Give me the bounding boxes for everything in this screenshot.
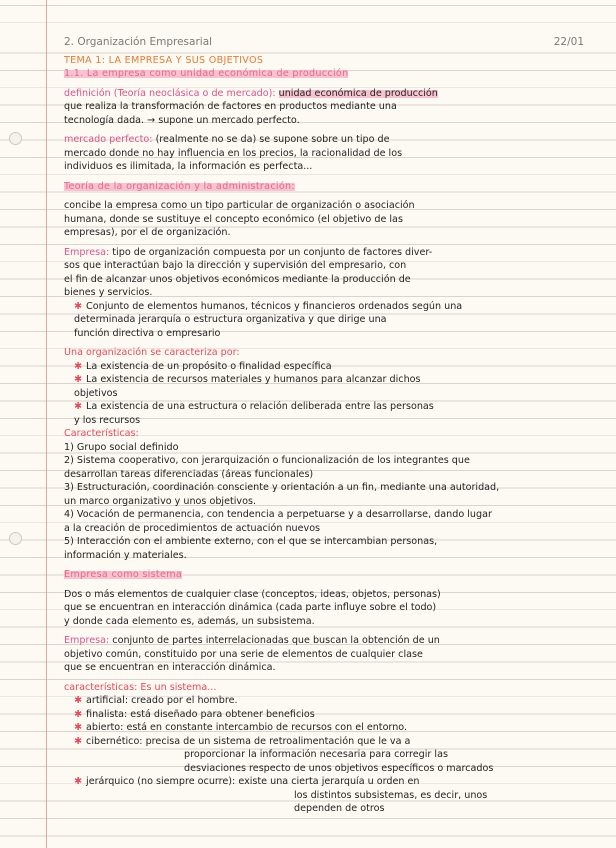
text-line: La existencia de un propósito o finalidad específica	[86, 360, 332, 372]
page-date: 22/01	[553, 36, 584, 48]
text-line: determinada jerarquía o estructura organizativa y que dirige una	[74, 314, 387, 325]
term-caracteristicas: características: Es un sistema...	[64, 681, 217, 693]
topic-title: TEMA 1: LA EMPRESA Y SUS OBJETIVOS	[64, 54, 264, 66]
text-line: mercado donde no hay influencia en los precios, la racionalidad de los	[64, 147, 403, 159]
bullet-icon: ✱	[74, 360, 83, 372]
subheading-caracteristicas: Características:	[64, 428, 139, 439]
text-line: tecnología dada. → supone un mercado perfecto.	[64, 114, 300, 126]
bullet-icon: ✱	[74, 374, 83, 385]
page-header	[64, 36, 584, 50]
bullet-icon: ✱	[74, 776, 83, 787]
text-line: 3) Estructuración, coordinación consciente y orientación a un fin, mediante una autoridad,	[64, 482, 500, 493]
term-empresa: Empresa:	[64, 246, 113, 258]
text-line: abierto: está en constante intercambio de recursos con el entorno.	[86, 722, 408, 733]
text-line: 4) Vocación de permanencia, con tendencia a perpetuarse y a desarrollarse, dando lugar	[64, 509, 492, 520]
text-line: 5) Interacción con el ambiente externo, con el que se intercambian personas,	[64, 536, 438, 547]
text-line: tipo de organización compuesta por un conjunto de factores diver-	[112, 246, 433, 258]
text-line: 2) Sistema cooperativo, con jerarquización o funcionalización de los integrantes que	[64, 455, 470, 466]
text-line: los distintos subsistemas, es decir, unos	[294, 789, 488, 801]
text-line: dependen de otros	[294, 803, 385, 814]
text-line: empresas), por el de organización.	[64, 227, 231, 238]
text-line: que realiza la transformación de factores en productos mediante una	[64, 101, 397, 112]
bullet-icon: ✱	[74, 735, 83, 747]
punch-hole	[9, 532, 22, 545]
text-line: concibe la empresa como un tipo particular de organización o asociación	[64, 200, 415, 211]
text-line: conjunto de partes interrelacionadas que buscan la obtención de un	[112, 635, 440, 646]
section-heading: Empresa como sistema	[64, 569, 183, 580]
text-line: finalista: está diseñado para obtener beneficios	[86, 708, 315, 720]
text-line: (realmente no se da) se supone sobre un tipo de	[155, 134, 390, 145]
text-line: objetivos	[74, 387, 118, 399]
term-mercado-perfecto: mercado perfecto:	[64, 134, 156, 145]
text-line: que se encuentran en interacción dinámica.	[64, 662, 276, 673]
text-line: a la creación de procedimientos de actuación nuevos	[64, 522, 321, 534]
text-line: un marco organizativo y unos objetivos.	[64, 495, 257, 507]
text-line: Conjunto de elementos humanos, técnicos y financieros ordenados según una	[86, 300, 463, 312]
margin-line	[46, 0, 47, 848]
definition-text: unidad económica de producción	[278, 87, 438, 99]
text-line: Dos o más elementos de cualquier clase (conceptos, ideas, objetos, personas)	[64, 588, 441, 600]
text-line: y donde cada elemento es, además, un subsistema.	[64, 615, 315, 627]
text-line: desarrollan tareas diferenciadas (áreas funcionales)	[64, 468, 314, 480]
text-line: función directiva o empresario	[74, 327, 221, 339]
text-line: 1) Grupo social definido	[64, 441, 179, 453]
subheading-caracteriza: Una organización se caracteriza por:	[64, 347, 240, 358]
text-line: proporcionar la información necesaria para corregir las	[184, 749, 448, 760]
text-line: individuos es ilimitada, la información es perfecta...	[64, 161, 313, 172]
text-line: sos que interactúan bajo la dirección y supervisión del empresario, con	[64, 260, 407, 271]
term-definition: definición (Teoría neoclásica o de mercado):	[64, 87, 279, 99]
bullet-icon: ✱	[74, 722, 83, 733]
text-line: el fin de alcanzar unos objetivos económicos mediante la producción de	[64, 273, 411, 285]
punch-hole	[9, 132, 22, 145]
text-line: humana, donde se sustituye el concepto económico (el objetivo de las	[64, 213, 403, 225]
text-line: La existencia de recursos materiales y humanos para alcanzar dichos	[86, 374, 421, 385]
text-line: jerárquico (no siempre ocurre): existe una cierta jerarquía u orden en	[86, 776, 420, 787]
text-line: que se encuentran en interacción dinámica (cada parte influye sobre el todo)	[64, 602, 437, 613]
text-line: y los recursos	[74, 414, 141, 426]
text-line: objetivo común, constituido por una serie de elementos de cualquier clase	[64, 648, 423, 660]
text-line: La existencia de una estructura o relación deliberada entre las personas	[86, 401, 434, 412]
text-line: información y materiales.	[64, 549, 187, 561]
section-heading: 1.1. La empresa como unidad económica de producción	[64, 68, 349, 79]
bullet-icon: ✱	[74, 401, 83, 412]
term-empresa: Empresa:	[64, 635, 113, 646]
notes-content	[64, 36, 584, 816]
bullet-icon: ✱	[74, 695, 83, 706]
text-line: artificial: creado por el hombre.	[86, 695, 238, 706]
bullet-icon: ✱	[74, 300, 83, 312]
section-heading: Teoría de la organización y la administración:	[64, 180, 295, 192]
text-line: bienes y servicios.	[64, 287, 153, 298]
bullet-icon: ✱	[74, 708, 83, 720]
text-line: cibernético: precisa de un sistema de retroalimentación que le va a	[86, 735, 411, 747]
subject-title: 2. Organización Empresarial	[64, 36, 213, 48]
text-line: desviaciones respecto de unos objetivos específicos o marcados	[184, 762, 494, 774]
